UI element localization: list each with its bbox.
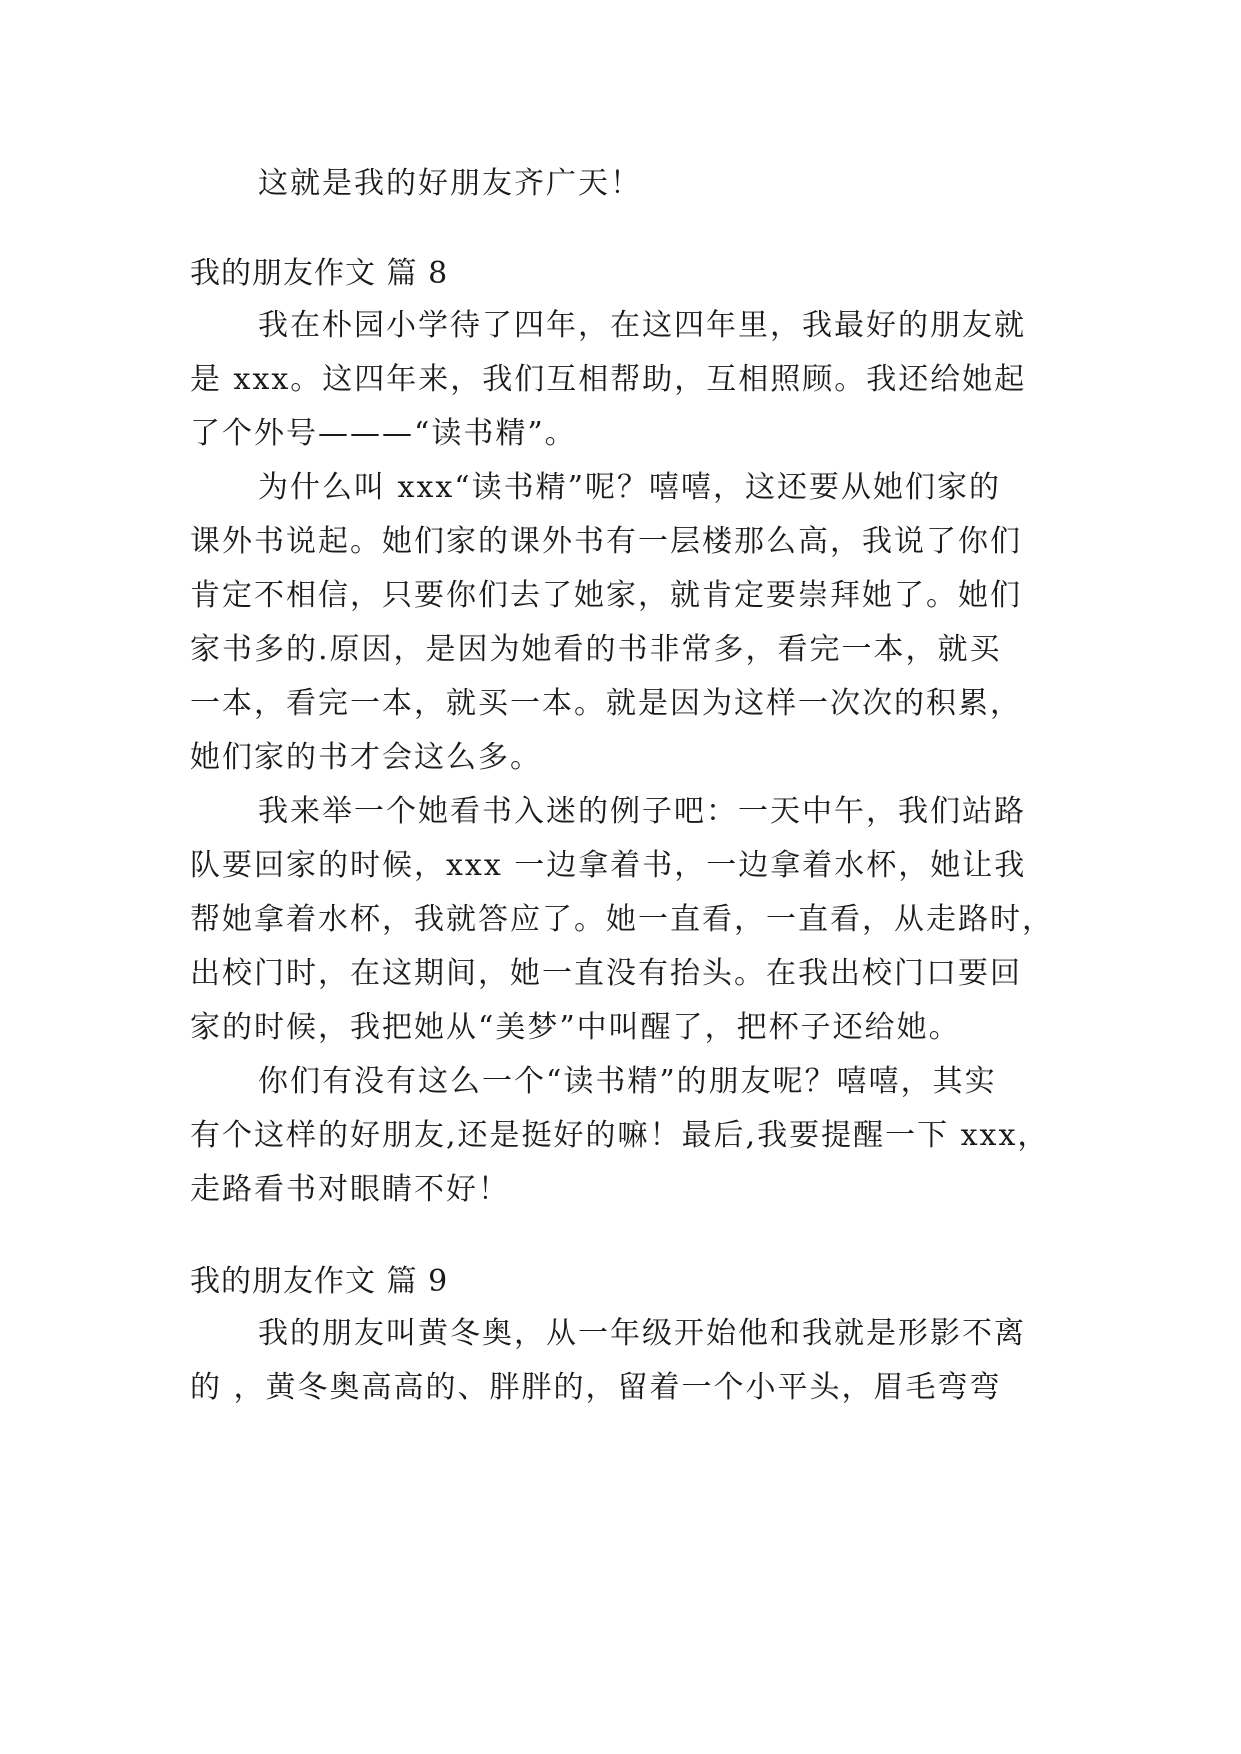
section-8-line: 队要回家的时候，xxx 一边拿着书，一边拿着水杯，她让我	[190, 848, 1027, 883]
intro-line: 这就是我的好朋友齐广天！	[258, 166, 642, 201]
section-8-line: 是 xxx。这四年来，我们互相帮助，互相照顾。我还给她起	[190, 362, 1027, 397]
section-8-line: 她们家的书才会这么多。	[190, 740, 542, 775]
section-8-line: 出校门时，在这期间，她一直没有抬头。在我出校门口要回	[190, 956, 1022, 991]
section-8-line: 了个外号———“读书精”。	[190, 416, 577, 451]
section-8-line: 一本，看完一本，就买一本。就是因为这样一次次的积累，	[190, 686, 1022, 721]
section-8-line: 家的时候，我把她从“美梦”中叫醒了，把杯子还给她。	[190, 1010, 961, 1045]
section-8-line: 课外书说起。她们家的课外书有一层楼那么高，我说了你们	[190, 524, 1022, 559]
section-8-line: 家书多的.原因，是因为她看的书非常多，看完一本，就买	[190, 632, 1002, 667]
section-9-line: 我的朋友叫黄冬奥，从一年级开始他和我就是形影不离	[258, 1316, 1026, 1351]
section-8-line: 我在朴园小学待了四年，在这四年里，我最好的朋友就	[258, 308, 1026, 343]
section-9-line: 的 ，黄冬奥高高的、胖胖的，留着一个小平头，眉毛弯弯	[190, 1370, 1002, 1405]
section-8-line: 为什么叫 xxx“读书精”呢？嘻嘻，这还要从她们家的	[258, 470, 1001, 505]
section-9-title: 我的朋友作文 篇 9	[190, 1264, 449, 1299]
section-8-line: 走路看书对眼睛不好！	[190, 1172, 510, 1207]
section-8-line: 肯定不相信，只要你们去了她家，就肯定要崇拜她了。她们	[190, 578, 1022, 613]
section-8-line: 你们有没有这么一个“读书精”的朋友呢？嘻嘻，其实	[258, 1064, 997, 1099]
section-8-title: 我的朋友作文 篇 8	[190, 256, 449, 291]
section-8-line: 帮她拿着水杯，我就答应了。她一直看，一直看，从走路时，	[190, 902, 1054, 937]
section-8-line: 我来举一个她看书入迷的例子吧：一天中午，我们站路	[258, 794, 1026, 829]
section-8-line: 有个这样的好朋友,还是挺好的嘛！最后,我要提醒一下 xxx，	[190, 1118, 1050, 1153]
